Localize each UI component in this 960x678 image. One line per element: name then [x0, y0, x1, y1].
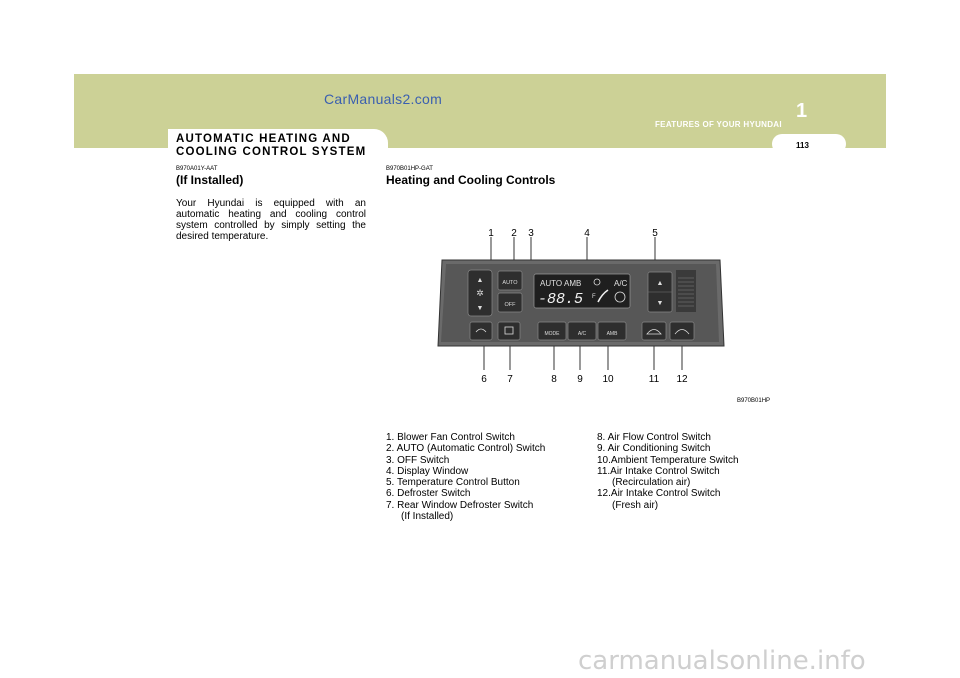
display-ac: A/C: [614, 279, 628, 288]
legend-item: 2. AUTO (Automatic Control) Switch: [386, 443, 546, 455]
display-amb: AMB: [564, 279, 582, 288]
control-panel-diagram: [430, 222, 730, 392]
ac-button-label: A/C: [577, 331, 587, 337]
temp-up-icon: ▲: [656, 280, 664, 287]
legend-item: 6. Defroster Switch: [386, 488, 471, 500]
page-number-tab: [772, 134, 846, 154]
defroster-button[interactable]: [470, 322, 492, 340]
chapter-number: 1: [796, 100, 808, 122]
section-title-line2: COOLING CONTROL SYSTEM: [176, 145, 367, 158]
legend-left: [386, 432, 545, 522]
legend-item: 8. Air Flow Control Switch: [597, 432, 711, 443]
chapter-title: FEATURES OF YOUR HYUNDAI: [655, 120, 782, 129]
section-ref-code: B970A01Y-AAT: [176, 166, 218, 172]
callout-5: 5: [652, 228, 658, 239]
callout-1: 1: [488, 228, 494, 239]
callout-3: 3: [528, 228, 534, 239]
callout-10: 10: [602, 374, 614, 385]
auto-button-label: AUTO: [502, 280, 518, 286]
callout-9: 9: [577, 374, 583, 385]
legend-item: 3. OFF Switch: [386, 454, 450, 466]
legend-right: [597, 432, 739, 511]
legend-item: (Fresh air): [612, 499, 659, 511]
watermark-top[interactable]: CarManuals2.com: [324, 91, 443, 107]
rear-defroster-button[interactable]: [498, 322, 520, 340]
controls-ref-code: B970B01HP-GAT: [386, 166, 433, 172]
callout-8: 8: [551, 374, 557, 385]
callout-11: 11: [648, 374, 660, 385]
page-number: 113: [796, 141, 809, 150]
legend-item: 10.Ambient Temperature Switch: [597, 454, 739, 466]
mode-button-label: MODE: [544, 331, 560, 337]
callout-4: 4: [584, 228, 590, 239]
chevron-down-icon: ▼: [476, 305, 484, 312]
recirculation-button[interactable]: [642, 322, 666, 340]
callout-12: 12: [676, 374, 688, 385]
temp-down-icon: ▼: [656, 300, 664, 307]
fan-icon: ✲: [476, 288, 484, 298]
chevron-up-icon: ▲: [476, 277, 484, 284]
fresh-air-button[interactable]: [670, 322, 694, 340]
legend-item: 7. Rear Window Defroster Switch: [386, 499, 534, 511]
amb-button-label: AMB: [606, 331, 618, 337]
display-auto: AUTO: [540, 279, 563, 288]
watermark-bottom[interactable]: carmanualsonline.info: [578, 646, 866, 676]
figure-code: B970B01HP: [737, 398, 771, 404]
legend-item: 1. Blower Fan Control Switch: [386, 432, 515, 443]
legend-item: (Recirculation air): [612, 477, 691, 489]
legend-item: 4. Display Window: [386, 465, 469, 477]
callout-7: 7: [507, 374, 513, 385]
callout-2: 2: [511, 228, 517, 239]
section-title: [176, 133, 366, 158]
display-unit: F: [592, 294, 596, 300]
off-button-label: OFF: [504, 302, 516, 308]
legend-item: 11.Air Intake Control Switch: [597, 465, 720, 477]
controls-title: Heating and Cooling Controls: [386, 173, 556, 187]
callout-6: 6: [481, 374, 487, 385]
legend-item: 12.Air Intake Control Switch: [597, 488, 721, 500]
section-body: Your Hyundai is equipped with an automatic heating and cooling control system controlled by simply setting the desired temperature.: [176, 198, 366, 242]
legend-item: 9. Air Conditioning Switch: [597, 443, 711, 455]
section-subtitle: (If Installed): [176, 173, 244, 187]
display-temperature: -88.5: [538, 291, 584, 308]
section-title-line1: AUTOMATIC HEATING AND: [176, 133, 351, 145]
legend-item: (If Installed): [401, 511, 454, 523]
legend-item: 5. Temperature Control Button: [386, 477, 520, 489]
